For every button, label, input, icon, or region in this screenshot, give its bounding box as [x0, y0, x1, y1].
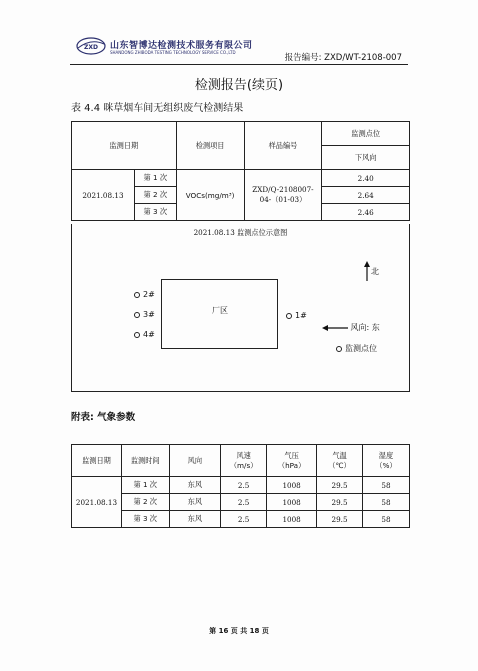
header-point-group: 监测点位 — [322, 122, 410, 146]
col-header: 监测日期 — [72, 445, 122, 477]
factory-area — [161, 279, 278, 349]
time-cell: 第 1 次 — [134, 170, 176, 187]
sample-number: ZXD/Q-2108007-04-（01-03） — [244, 170, 322, 221]
test-item: VOCs(mg/m³) — [176, 170, 244, 221]
monitoring-point-2: 2# — [134, 290, 155, 299]
col-header: 湿度（%） — [363, 445, 410, 477]
table-cell: 29.5 — [317, 477, 363, 494]
time-cell: 第 3 次 — [134, 204, 176, 221]
header-item: 检测项目 — [176, 122, 244, 170]
table-cell: 58 — [363, 511, 410, 528]
emission-results-table — [71, 121, 410, 221]
table-cell: 1008 — [267, 477, 317, 494]
diagram-title: 2021.08.13 监测点位示意图 — [193, 228, 288, 237]
weather-parameters-table — [71, 444, 410, 528]
table-cell: 58 — [363, 477, 410, 494]
table-cell: 29.5 — [317, 494, 363, 511]
table-cell: 2.5 — [221, 494, 267, 511]
point-circle-icon — [286, 313, 292, 319]
header-date: 监测日期 — [72, 122, 177, 170]
table-cell: 第 2 次 — [121, 494, 169, 511]
monitoring-point-diagram — [71, 224, 410, 392]
table-cell: 1008 — [267, 494, 317, 511]
table-cell: 2.5 — [221, 477, 267, 494]
col-header: 监测时间 — [121, 445, 169, 477]
table-cell: 58 — [363, 494, 410, 511]
legend-circle-icon — [336, 346, 342, 352]
document-title: 检测报告(续页) — [194, 78, 284, 93]
monitoring-point-3: 3# — [134, 310, 155, 319]
time-cell: 第 2 次 — [134, 187, 176, 204]
wind-arrow-icon — [322, 324, 348, 332]
company-name-cn: 山东智博达检测技术服务有限公司 — [110, 41, 253, 51]
col-header: 风速（m/s） — [221, 445, 267, 477]
col-header: 气压（hPa） — [267, 445, 317, 477]
wind-direction — [322, 322, 380, 333]
value-cell: 2.46 — [322, 204, 410, 221]
value-cell: 2.40 — [322, 170, 410, 187]
table-cell: 第 3 次 — [121, 511, 169, 528]
table1-title: 表 4.4 咪草烟车间无组织废气检测结果 — [71, 103, 244, 114]
page-footer: 第 16 页 共 18 页 — [209, 627, 269, 635]
header-point-downwind: 下风向 — [322, 146, 410, 170]
table-cell: 29.5 — [317, 511, 363, 528]
value-cell: 2.64 — [322, 187, 410, 204]
table-cell: 2.5 — [221, 511, 267, 528]
legend-monitoring-point: 监测点位 — [336, 343, 377, 354]
monitoring-point-1: 1# — [286, 311, 307, 320]
company-name-en: SHANDONG ZHIBODA TESTING TECHNOLOGY SERVICE CO.,LTD — [110, 50, 236, 55]
report-number: 报告编号: ZXD/WT-2108-007 — [284, 53, 402, 63]
logo-text: ZXD — [84, 44, 98, 51]
table-cell: 东风 — [169, 477, 221, 494]
col-header: 风向 — [169, 445, 221, 477]
company-logo-icon — [76, 36, 106, 56]
factory-label: 厂区 — [212, 306, 228, 315]
table-cell: 第 1 次 — [121, 477, 169, 494]
table-cell: 东风 — [169, 511, 221, 528]
appendix-title: 附表: 气象参数 — [71, 412, 136, 423]
table-cell: 东风 — [169, 494, 221, 511]
weather-date: 2021.08.13 — [72, 477, 122, 528]
north-label: 北 — [371, 267, 379, 276]
point-circle-icon — [134, 332, 140, 338]
monitoring-point-4: 4# — [134, 330, 155, 339]
wind-direction-label: 风向: 东 — [350, 323, 380, 332]
header-divider — [70, 64, 408, 65]
header-sample: 样品编号 — [244, 122, 322, 170]
sample-date: 2021.08.13 — [72, 170, 135, 221]
col-header: 气温（℃） — [317, 445, 363, 477]
table-cell: 1008 — [267, 511, 317, 528]
point-circle-icon — [134, 292, 140, 298]
point-circle-icon — [134, 312, 140, 318]
